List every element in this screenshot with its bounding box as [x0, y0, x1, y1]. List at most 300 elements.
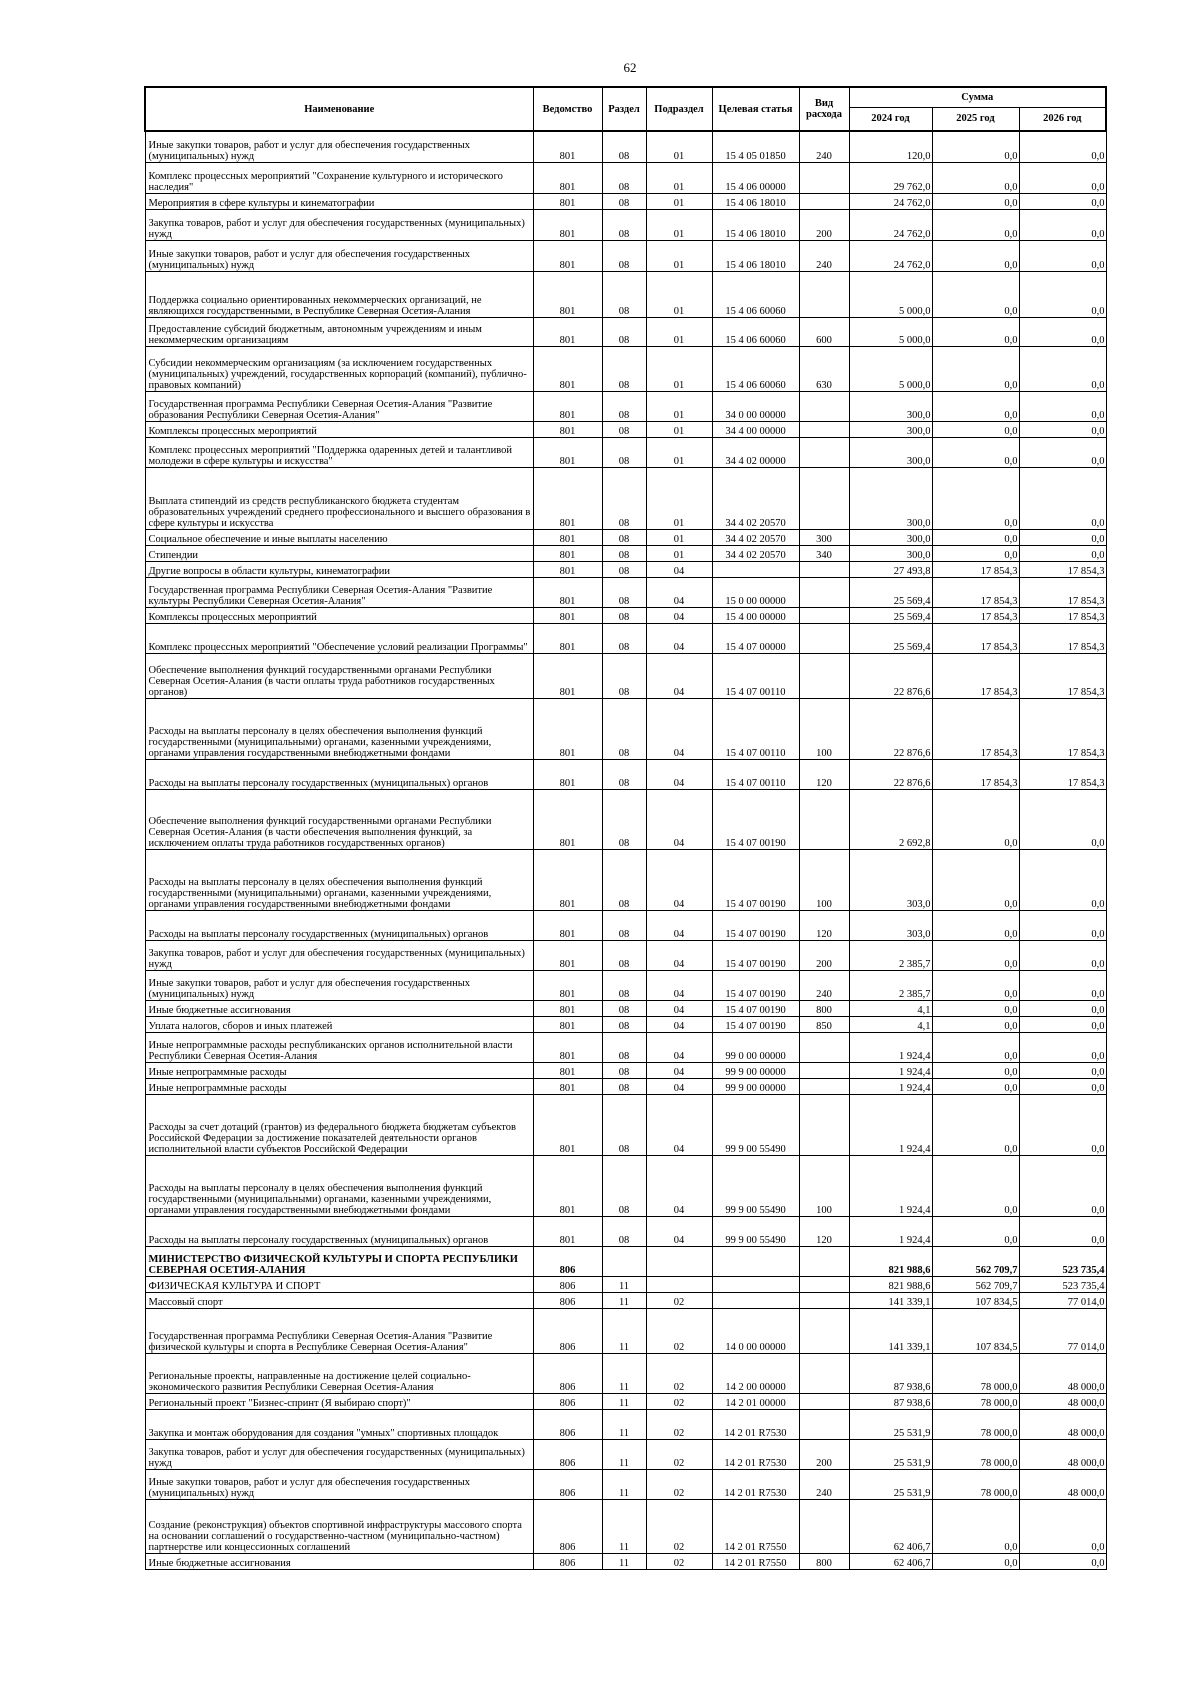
row-tselevaya-statya: 15 4 07 00190 — [712, 849, 799, 910]
table-row — [145, 577, 1106, 607]
row-vedomstvo: 806 — [533, 1439, 602, 1469]
row-name: Социальное обеспечение и иные выплаты населению — [145, 529, 533, 545]
header-year-2026: 2026 год — [1019, 107, 1106, 131]
row-tselevaya-statya: 34 4 02 00000 — [712, 437, 799, 467]
row-vid-rashoda: 600 — [799, 317, 849, 346]
row-vid-rashoda — [799, 421, 849, 437]
row-podrazdel: 01 — [646, 467, 712, 529]
row-sum-2025: 0,0 — [932, 240, 1019, 271]
table-row — [145, 789, 1106, 849]
row-vid-rashoda — [799, 1292, 849, 1308]
row-name: Мероприятия в сфере культуры и кинематографии — [145, 193, 533, 209]
row-sum-2026: 0,0 — [1019, 346, 1106, 391]
row-razdel: 08 — [602, 1216, 646, 1246]
row-sum-2024: 1 924,4 — [849, 1032, 932, 1062]
row-sum-2024: 120,0 — [849, 131, 932, 162]
row-podrazdel: 02 — [646, 1308, 712, 1353]
row-vid-rashoda — [799, 623, 849, 653]
row-name: Выплата стипендий из средств республиканского бюджета студентам образовательных учреждений среднего профессионального и высшего образования в сфере культуры и искусства — [145, 467, 533, 529]
row-sum-2024: 22 876,6 — [849, 698, 932, 759]
row-vid-rashoda — [799, 162, 849, 193]
row-razdel: 08 — [602, 561, 646, 577]
row-sum-2024: 22 876,6 — [849, 759, 932, 789]
row-vid-rashoda — [799, 467, 849, 529]
row-vid-rashoda — [799, 1094, 849, 1155]
row-sum-2025: 0,0 — [932, 940, 1019, 970]
row-podrazdel: 04 — [646, 623, 712, 653]
table-row — [145, 1062, 1106, 1078]
row-name: Расходы за счет дотаций (грантов) из федерального бюджета бюджетам субъектов Российской Федерации за достижение показателей деятельности органов исполнительной власти субъектов Российской Федерации — [145, 1094, 533, 1155]
row-sum-2025: 17 854,3 — [932, 607, 1019, 623]
row-name: Иные бюджетные ассигнования — [145, 1000, 533, 1016]
row-vid-rashoda: 100 — [799, 849, 849, 910]
row-vid-rashoda: 120 — [799, 910, 849, 940]
row-sum-2025: 0,0 — [932, 346, 1019, 391]
row-vedomstvo: 806 — [533, 1353, 602, 1393]
row-podrazdel: 01 — [646, 421, 712, 437]
row-vedomstvo: 801 — [533, 346, 602, 391]
row-vid-rashoda: 240 — [799, 131, 849, 162]
table-row — [145, 1094, 1106, 1155]
row-tselevaya-statya: 99 9 00 55490 — [712, 1094, 799, 1155]
row-razdel: 08 — [602, 759, 646, 789]
row-razdel: 08 — [602, 623, 646, 653]
header-vedomstvo: Ведомство — [533, 87, 602, 131]
row-vid-rashoda — [799, 271, 849, 317]
row-vid-rashoda: 240 — [799, 240, 849, 271]
row-podrazdel: 01 — [646, 391, 712, 421]
row-vedomstvo: 801 — [533, 240, 602, 271]
row-sum-2025: 78 000,0 — [932, 1439, 1019, 1469]
row-tselevaya-statya: 15 4 07 00000 — [712, 623, 799, 653]
row-tselevaya-statya: 34 0 00 00000 — [712, 391, 799, 421]
row-sum-2024: 62 406,7 — [849, 1553, 932, 1569]
row-vedomstvo: 801 — [533, 529, 602, 545]
row-sum-2025: 107 834,5 — [932, 1308, 1019, 1353]
header-razdel: Раздел — [602, 87, 646, 131]
row-sum-2026: 17 854,3 — [1019, 623, 1106, 653]
row-sum-2024: 303,0 — [849, 910, 932, 940]
table-row — [145, 1032, 1106, 1062]
row-tselevaya-statya: 99 0 00 00000 — [712, 1032, 799, 1062]
row-sum-2025: 0,0 — [932, 1094, 1019, 1155]
row-sum-2024: 303,0 — [849, 849, 932, 910]
row-tselevaya-statya: 15 4 05 01850 — [712, 131, 799, 162]
table-row — [145, 849, 1106, 910]
table-row — [145, 437, 1106, 467]
row-tselevaya-statya — [712, 561, 799, 577]
row-tselevaya-statya: 15 4 07 00190 — [712, 910, 799, 940]
table-row — [145, 193, 1106, 209]
row-sum-2026: 0,0 — [1019, 1000, 1106, 1016]
row-tselevaya-statya: 14 2 01 R7530 — [712, 1439, 799, 1469]
row-vedomstvo: 801 — [533, 437, 602, 467]
row-sum-2026: 0,0 — [1019, 1062, 1106, 1078]
row-vedomstvo: 801 — [533, 698, 602, 759]
table-row — [145, 209, 1106, 240]
table-row — [145, 607, 1106, 623]
row-sum-2026: 0,0 — [1019, 545, 1106, 561]
row-razdel: 08 — [602, 849, 646, 910]
row-vedomstvo: 801 — [533, 162, 602, 193]
row-vid-rashoda — [799, 1032, 849, 1062]
row-tselevaya-statya: 34 4 02 20570 — [712, 545, 799, 561]
row-name: Комплексы процессных мероприятий — [145, 421, 533, 437]
row-vid-rashoda — [799, 561, 849, 577]
row-tselevaya-statya: 34 4 00 00000 — [712, 421, 799, 437]
row-sum-2024: 25 569,4 — [849, 607, 932, 623]
row-sum-2025: 0,0 — [932, 849, 1019, 910]
row-name: Иные закупки товаров, работ и услуг для обеспечения государственных (муниципальных) нужд — [145, 131, 533, 162]
row-sum-2026: 48 000,0 — [1019, 1469, 1106, 1499]
row-vedomstvo: 801 — [533, 545, 602, 561]
row-name: Государственная программа Республики Северная Осетия-Алания "Развитие культуры Республики Северная Осетия-Алания" — [145, 577, 533, 607]
row-vid-rashoda: 240 — [799, 1469, 849, 1499]
row-razdel: 08 — [602, 271, 646, 317]
row-vedomstvo: 801 — [533, 271, 602, 317]
table-row — [145, 1393, 1106, 1409]
row-sum-2026: 0,0 — [1019, 317, 1106, 346]
row-sum-2025: 0,0 — [932, 1000, 1019, 1016]
row-sum-2026: 17 854,3 — [1019, 577, 1106, 607]
row-tselevaya-statya: 14 0 00 00000 — [712, 1308, 799, 1353]
row-name: Закупка товаров, работ и услуг для обеспечения государственных (муниципальных) нужд — [145, 940, 533, 970]
row-tselevaya-statya: 15 0 00 00000 — [712, 577, 799, 607]
row-sum-2024: 141 339,1 — [849, 1308, 932, 1353]
row-tselevaya-statya: 15 4 07 00190 — [712, 1016, 799, 1032]
row-razdel: 08 — [602, 1155, 646, 1216]
table-row — [145, 421, 1106, 437]
row-vedomstvo: 806 — [533, 1553, 602, 1569]
row-razdel: 08 — [602, 346, 646, 391]
row-sum-2026: 0,0 — [1019, 1032, 1106, 1062]
page-number: 62 — [623, 60, 637, 75]
row-name: Обеспечение выполнения функций государственными органами Республики Северная Осетия-Алания (в части обеспечения выполнения функций, за исключением оплаты труда работников государственных органов) — [145, 789, 533, 849]
row-sum-2024: 821 988,6 — [849, 1246, 932, 1276]
row-podrazdel: 04 — [646, 910, 712, 940]
row-tselevaya-statya: 15 4 06 60060 — [712, 346, 799, 391]
row-sum-2026: 48 000,0 — [1019, 1353, 1106, 1393]
row-name: ФИЗИЧЕСКАЯ КУЛЬТУРА И СПОРТ — [145, 1276, 533, 1292]
row-tselevaya-statya: 14 2 01 R7530 — [712, 1469, 799, 1499]
row-sum-2024: 24 762,0 — [849, 193, 932, 209]
row-name: Комплексы процессных мероприятий — [145, 607, 533, 623]
row-vid-rashoda: 120 — [799, 1216, 849, 1246]
row-sum-2024: 25 531,9 — [849, 1469, 932, 1499]
row-sum-2025: 78 000,0 — [932, 1469, 1019, 1499]
row-sum-2026: 0,0 — [1019, 209, 1106, 240]
row-razdel: 08 — [602, 970, 646, 1000]
row-sum-2025: 0,0 — [932, 1032, 1019, 1062]
row-tselevaya-statya — [712, 1292, 799, 1308]
row-sum-2024: 29 762,0 — [849, 162, 932, 193]
row-tselevaya-statya: 15 4 06 18010 — [712, 193, 799, 209]
row-sum-2025: 0,0 — [932, 209, 1019, 240]
budget-table — [144, 86, 1107, 1570]
row-sum-2025: 0,0 — [932, 1216, 1019, 1246]
table-row — [145, 1016, 1106, 1032]
row-sum-2026: 0,0 — [1019, 529, 1106, 545]
row-tselevaya-statya: 99 9 00 00000 — [712, 1062, 799, 1078]
row-sum-2026: 0,0 — [1019, 1155, 1106, 1216]
row-sum-2025: 0,0 — [932, 391, 1019, 421]
table-row — [145, 1553, 1106, 1569]
row-razdel: 08 — [602, 131, 646, 162]
row-tselevaya-statya: 99 9 00 55490 — [712, 1216, 799, 1246]
row-tselevaya-statya: 14 2 01 R7550 — [712, 1553, 799, 1569]
table-row — [145, 1353, 1106, 1393]
row-sum-2025: 562 709,7 — [932, 1246, 1019, 1276]
row-vid-rashoda: 850 — [799, 1016, 849, 1032]
table-row — [145, 561, 1106, 577]
row-podrazdel: 04 — [646, 1032, 712, 1062]
row-name: Государственная программа Республики Северная Осетия-Алания "Развитие физической культуры и спорта в Республике Северная Осетия-Алания" — [145, 1308, 533, 1353]
row-sum-2026: 0,0 — [1019, 240, 1106, 271]
row-podrazdel: 02 — [646, 1292, 712, 1308]
row-sum-2025: 0,0 — [932, 317, 1019, 346]
row-vedomstvo: 801 — [533, 759, 602, 789]
row-razdel: 08 — [602, 1078, 646, 1094]
table-row — [145, 1409, 1106, 1439]
row-name: Иные бюджетные ассигнования — [145, 1553, 533, 1569]
row-sum-2025: 17 854,3 — [932, 623, 1019, 653]
row-podrazdel: 04 — [646, 698, 712, 759]
table-row — [145, 1216, 1106, 1246]
row-vid-rashoda — [799, 607, 849, 623]
row-vid-rashoda: 200 — [799, 209, 849, 240]
row-sum-2026: 0,0 — [1019, 940, 1106, 970]
row-podrazdel: 01 — [646, 271, 712, 317]
row-podrazdel — [646, 1276, 712, 1292]
row-razdel: 11 — [602, 1353, 646, 1393]
row-sum-2026: 0,0 — [1019, 467, 1106, 529]
row-vid-rashoda — [799, 1276, 849, 1292]
row-sum-2025: 78 000,0 — [932, 1393, 1019, 1409]
row-tselevaya-statya: 15 4 07 00110 — [712, 759, 799, 789]
row-sum-2026: 0,0 — [1019, 391, 1106, 421]
row-razdel: 08 — [602, 789, 646, 849]
table-row — [145, 1000, 1106, 1016]
row-vedomstvo: 801 — [533, 317, 602, 346]
row-name: Иные непрограммные расходы республиканских органов исполнительной власти Республики Северная Осетия-Алания — [145, 1032, 533, 1062]
row-sum-2024: 4,1 — [849, 1000, 932, 1016]
row-sum-2026: 0,0 — [1019, 849, 1106, 910]
row-vid-rashoda — [799, 1393, 849, 1409]
row-vid-rashoda: 800 — [799, 1553, 849, 1569]
row-razdel: 08 — [602, 607, 646, 623]
table-body — [145, 131, 1106, 1569]
row-vedomstvo: 806 — [533, 1246, 602, 1276]
row-sum-2025: 0,0 — [932, 131, 1019, 162]
row-sum-2026: 0,0 — [1019, 421, 1106, 437]
row-sum-2025: 17 854,3 — [932, 577, 1019, 607]
row-sum-2024: 1 924,4 — [849, 1078, 932, 1094]
row-vedomstvo: 801 — [533, 849, 602, 910]
row-tselevaya-statya: 14 2 01 R7530 — [712, 1409, 799, 1439]
row-podrazdel: 01 — [646, 317, 712, 346]
table-row — [145, 1469, 1106, 1499]
row-name: Закупка товаров, работ и услуг для обеспечения государственных (муниципальных) нужд — [145, 209, 533, 240]
row-razdel: 11 — [602, 1276, 646, 1292]
row-sum-2026: 17 854,3 — [1019, 759, 1106, 789]
row-razdel: 08 — [602, 1032, 646, 1062]
row-razdel: 08 — [602, 529, 646, 545]
row-sum-2024: 2 385,7 — [849, 940, 932, 970]
row-name: Уплата налогов, сборов и иных платежей — [145, 1016, 533, 1032]
row-sum-2024: 87 938,6 — [849, 1393, 932, 1409]
row-sum-2026: 17 854,3 — [1019, 653, 1106, 698]
row-vid-rashoda — [799, 1409, 849, 1439]
row-sum-2024: 25 531,9 — [849, 1409, 932, 1439]
row-sum-2026: 0,0 — [1019, 1094, 1106, 1155]
row-sum-2024: 300,0 — [849, 529, 932, 545]
row-sum-2026: 17 854,3 — [1019, 698, 1106, 759]
row-sum-2026: 0,0 — [1019, 1078, 1106, 1094]
row-sum-2026: 77 014,0 — [1019, 1292, 1106, 1308]
row-tselevaya-statya: 15 4 06 60060 — [712, 271, 799, 317]
row-sum-2026: 523 735,4 — [1019, 1276, 1106, 1292]
table-row — [145, 1078, 1106, 1094]
row-vedomstvo: 801 — [533, 391, 602, 421]
row-sum-2025: 0,0 — [932, 1016, 1019, 1032]
row-vid-rashoda: 100 — [799, 698, 849, 759]
row-sum-2024: 141 339,1 — [849, 1292, 932, 1308]
row-vedomstvo: 801 — [533, 1094, 602, 1155]
row-sum-2025: 0,0 — [932, 1155, 1019, 1216]
row-sum-2024: 1 924,4 — [849, 1216, 932, 1246]
row-tselevaya-statya — [712, 1276, 799, 1292]
row-tselevaya-statya: 15 4 07 00190 — [712, 1000, 799, 1016]
table-row — [145, 467, 1106, 529]
row-name: Расходы на выплаты персоналу в целях обеспечения выполнения функций государственными (муниципальными) органами, казенными учреждениями, органами управления государственными внебюджетными фондами — [145, 1155, 533, 1216]
row-sum-2024: 62 406,7 — [849, 1499, 932, 1553]
row-sum-2024: 22 876,6 — [849, 653, 932, 698]
row-vedomstvo: 806 — [533, 1292, 602, 1308]
row-razdel: 11 — [602, 1393, 646, 1409]
row-sum-2026: 0,0 — [1019, 131, 1106, 162]
row-vedomstvo: 806 — [533, 1276, 602, 1292]
row-sum-2024: 300,0 — [849, 391, 932, 421]
row-sum-2025: 0,0 — [932, 467, 1019, 529]
row-podrazdel: 04 — [646, 940, 712, 970]
table-row — [145, 1155, 1106, 1216]
row-tselevaya-statya: 14 2 00 00000 — [712, 1353, 799, 1393]
row-tselevaya-statya: 15 4 07 00190 — [712, 940, 799, 970]
row-podrazdel: 01 — [646, 193, 712, 209]
row-razdel: 08 — [602, 577, 646, 607]
row-podrazdel: 02 — [646, 1553, 712, 1569]
row-sum-2024: 25 531,9 — [849, 1439, 932, 1469]
row-tselevaya-statya: 15 4 07 00110 — [712, 653, 799, 698]
row-sum-2024: 27 493,8 — [849, 561, 932, 577]
table-row — [145, 1276, 1106, 1292]
row-sum-2025: 0,0 — [932, 1062, 1019, 1078]
row-sum-2026: 17 854,3 — [1019, 561, 1106, 577]
row-vid-rashoda: 630 — [799, 346, 849, 391]
row-podrazdel: 01 — [646, 240, 712, 271]
row-sum-2025: 0,0 — [932, 970, 1019, 1000]
table-row — [145, 1499, 1106, 1553]
row-razdel: 08 — [602, 910, 646, 940]
table-row — [145, 271, 1106, 317]
row-sum-2025: 0,0 — [932, 271, 1019, 317]
row-podrazdel: 02 — [646, 1469, 712, 1499]
row-razdel: 11 — [602, 1499, 646, 1553]
row-razdel: 08 — [602, 317, 646, 346]
row-podrazdel: 02 — [646, 1439, 712, 1469]
row-vedomstvo: 801 — [533, 1032, 602, 1062]
table-row — [145, 131, 1106, 162]
row-podrazdel: 02 — [646, 1393, 712, 1409]
row-tselevaya-statya: 15 4 07 00190 — [712, 970, 799, 1000]
row-sum-2025: 0,0 — [932, 789, 1019, 849]
row-vedomstvo: 806 — [533, 1308, 602, 1353]
row-sum-2024: 1 924,4 — [849, 1094, 932, 1155]
row-vedomstvo: 806 — [533, 1393, 602, 1409]
header-tselevaya-statya: Целевая статья — [712, 87, 799, 131]
row-vedomstvo: 801 — [533, 209, 602, 240]
row-name: Создание (реконструкция) объектов спортивной инфраструктуры массового спорта на основании соглашений о государственно-частном (муниципально-частном) партнерстве или концессионных соглашений — [145, 1499, 533, 1553]
row-tselevaya-statya: 15 4 07 00110 — [712, 698, 799, 759]
row-name: Комплекс процессных мероприятий "Обеспечение условий реализации Программы" — [145, 623, 533, 653]
row-vedomstvo: 801 — [533, 623, 602, 653]
row-sum-2025: 0,0 — [932, 1499, 1019, 1553]
row-podrazdel: 01 — [646, 346, 712, 391]
row-vid-rashoda — [799, 577, 849, 607]
row-razdel: 11 — [602, 1409, 646, 1439]
row-razdel: 08 — [602, 1016, 646, 1032]
row-razdel: 08 — [602, 193, 646, 209]
row-name: Закупка товаров, работ и услуг для обеспечения государственных (муниципальных) нужд — [145, 1439, 533, 1469]
row-sum-2026: 0,0 — [1019, 910, 1106, 940]
row-sum-2025: 107 834,5 — [932, 1292, 1019, 1308]
row-sum-2026: 0,0 — [1019, 162, 1106, 193]
row-razdel: 08 — [602, 1094, 646, 1155]
row-sum-2025: 78 000,0 — [932, 1409, 1019, 1439]
row-sum-2026: 48 000,0 — [1019, 1439, 1106, 1469]
row-podrazdel: 04 — [646, 1016, 712, 1032]
row-razdel: 08 — [602, 421, 646, 437]
table-row — [145, 529, 1106, 545]
row-razdel: 08 — [602, 653, 646, 698]
header-summa: Сумма — [849, 87, 1106, 107]
row-vedomstvo: 801 — [533, 131, 602, 162]
row-podrazdel: 01 — [646, 209, 712, 240]
row-sum-2026: 0,0 — [1019, 271, 1106, 317]
table-row — [145, 623, 1106, 653]
row-vid-rashoda — [799, 193, 849, 209]
row-podrazdel: 04 — [646, 1094, 712, 1155]
row-vedomstvo: 801 — [533, 421, 602, 437]
header-year-2024: 2024 год — [849, 107, 932, 131]
row-name: Комплекс процессных мероприятий "Поддержка одаренных детей и талантливой молодежи в сфере культуры и искусства" — [145, 437, 533, 467]
row-sum-2025: 17 854,3 — [932, 653, 1019, 698]
row-vedomstvo: 806 — [533, 1499, 602, 1553]
row-podrazdel: 04 — [646, 1062, 712, 1078]
row-sum-2026: 0,0 — [1019, 789, 1106, 849]
row-vid-rashoda — [799, 1499, 849, 1553]
row-name: Обеспечение выполнения функций государственными органами Республики Северная Осетия-Алания (в части оплаты труда работников государственных органов) — [145, 653, 533, 698]
row-razdel: 08 — [602, 940, 646, 970]
row-vedomstvo: 801 — [533, 1216, 602, 1246]
row-podrazdel: 04 — [646, 789, 712, 849]
row-podrazdel: 01 — [646, 162, 712, 193]
header-name: Наименование — [145, 87, 533, 131]
row-podrazdel: 04 — [646, 849, 712, 910]
row-vid-rashoda — [799, 1078, 849, 1094]
row-name: Иные непрограммные расходы — [145, 1078, 533, 1094]
row-name: Комплекс процессных мероприятий "Сохранение культурного и исторического наследия" — [145, 162, 533, 193]
